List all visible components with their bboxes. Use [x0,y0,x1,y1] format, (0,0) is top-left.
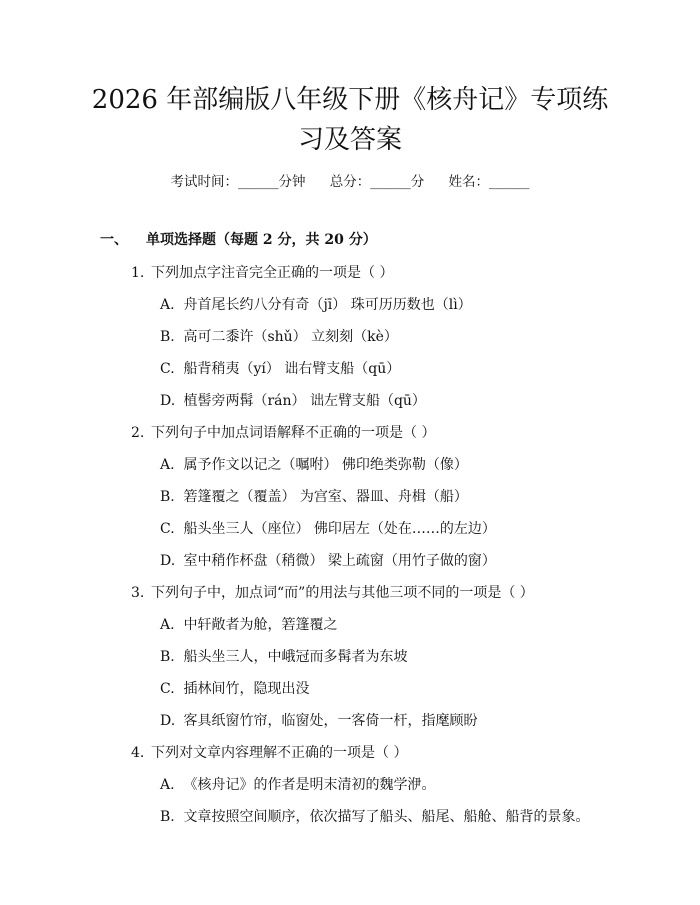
option-item [160,614,337,634]
option-text: 文章按照空间顺序，依次描写了船头、船尾、船舱、船背的景象。 [183,809,590,825]
option-letter: A. [160,457,175,473]
option-item [160,646,407,666]
option-text: 插林间竹，隐现出没 [183,681,310,697]
option-letter: B. [160,489,175,505]
option-item [160,806,589,826]
question-number: 2. [131,425,145,441]
option-letter: A. [160,297,175,313]
exam-time: 考试时间：______分钟 [170,174,306,190]
option-item [160,774,435,794]
question-text: 下列句子中加点词语解释不正确的一项是（ ） [151,425,436,441]
exam-meta [0,170,700,190]
option-letter: D. [160,713,176,729]
section-title: 单项选择题（每题 2 分，共 20 分） [146,232,377,248]
question-stem [131,422,435,442]
option-item [160,518,496,538]
option-item [160,454,468,474]
option-text: 船背稍夷（yí） 诎右臂支船（qū） [183,361,401,377]
option-letter: C. [160,361,175,377]
option-text: 《核舟记》的作者是明末清初的魏学洢。 [183,777,436,793]
question-number: 3. [131,585,145,601]
option-text: 室中稍作杯盘（稍微） 梁上疏窗（用竹子做的窗） [183,553,496,569]
option-letter: C. [160,681,175,697]
question-number: 4. [131,745,145,761]
option-letter: D. [160,393,176,409]
option-item [160,326,398,346]
option-letter: A. [160,617,175,633]
option-text: 船头坐三人（座位） 佛印居左（处在……的左边） [183,521,496,537]
option-letter: B. [160,329,175,345]
section-number: 一、 [100,232,128,248]
student-name: 姓名：______ [448,174,530,190]
option-letter: C. [160,521,175,537]
option-letter: A. [160,777,175,793]
total-score: 总分：______分 [329,174,425,190]
option-item [160,678,309,698]
title-line-2: 习及答案 [297,125,402,155]
option-text: 船头坐三人，中峨冠而多髯者为东坡 [183,649,408,665]
question-stem [131,742,407,762]
option-text: 舟首尾长约八分有奇（jī） 珠可历历数也（lì） [183,297,472,313]
question-text: 下列句子中，加点词“而”的用法与其他三项不同的一项是（ ） [151,585,534,601]
option-item [160,710,477,730]
question-stem [131,582,534,602]
option-text: 箬篷覆之（覆盖） 为宫室、器皿、舟楫（船） [183,489,468,505]
option-text: 客具纸窗竹帘，临窗处，一客倚一杆，指麾顾盼 [183,713,478,729]
question-text: 下列对文章内容理解不正确的一项是（ ） [151,745,408,761]
question-stem [131,262,393,282]
option-item [160,294,472,314]
title-line-1: 2026 年部编版八年级下册《核舟记》专项练 [91,85,609,115]
option-text: 属予作文以记之（嘱咐） 佛印绝类弥勒（像） [183,457,468,473]
section-heading [100,229,377,249]
option-text: 中轩敞者为舱，箬篷覆之 [183,617,338,633]
option-letter: D. [160,553,176,569]
option-text: 植髻旁两髯（rán） 诎左臂支船（qū） [183,393,426,409]
option-item [160,550,496,570]
option-item [160,390,426,410]
question-number: 1. [131,265,145,281]
option-letter: B. [160,649,175,665]
option-text: 高可二黍许（shǔ） 立刻刻（kè） [183,329,398,345]
option-letter: B. [160,809,175,825]
question-text: 下列加点字注音完全正确的一项是（ ） [151,265,394,281]
page-title [90,80,610,160]
option-item [160,358,400,378]
option-item [160,486,468,506]
